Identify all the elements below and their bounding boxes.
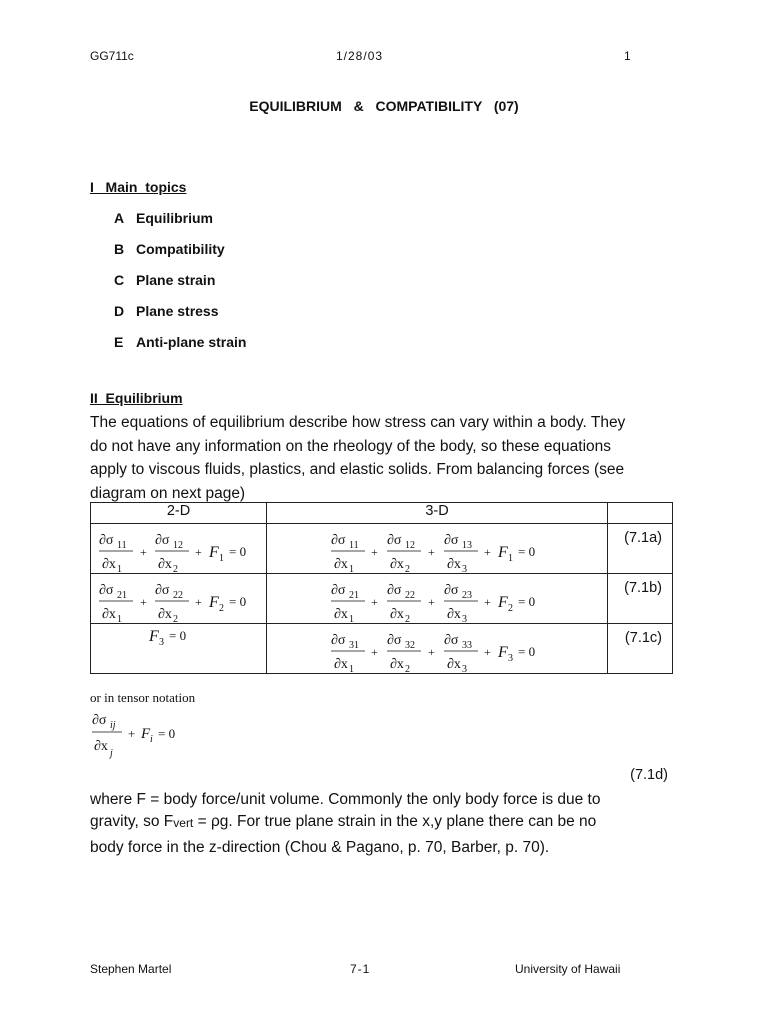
equation-number: (7.1b) <box>624 580 662 596</box>
svg-text:1: 1 <box>117 564 122 573</box>
closing-line-2-post: = ρg. For true plane strain in the x,y plane there can be no <box>193 813 597 830</box>
topic-item <box>114 210 213 226</box>
svg-text:j: j <box>110 748 113 759</box>
svg-text:∂x: ∂x <box>158 557 172 572</box>
svg-text:21: 21 <box>349 590 359 601</box>
topic-letter: E <box>114 334 124 350</box>
svg-text:+: + <box>428 645 435 659</box>
svg-text:+: + <box>428 595 435 609</box>
svg-text:∂σ: ∂σ <box>92 713 107 728</box>
svg-text:∂σ: ∂σ <box>444 633 459 648</box>
equation-number: (7.1c) <box>624 630 662 646</box>
closing-line-3: body force in the z-direction (Chou & Pagano, p. 70, Barber, p. 70). <box>90 839 550 856</box>
svg-text:+: + <box>371 645 378 659</box>
svg-text:3: 3 <box>159 637 164 648</box>
equilibrium-equations-table <box>90 502 673 674</box>
svg-text:1: 1 <box>117 614 122 623</box>
svg-text:1: 1 <box>349 614 354 623</box>
column-header-number <box>608 503 673 524</box>
column-header-2d: 2-D <box>91 503 267 524</box>
svg-text:+: + <box>128 726 136 741</box>
svg-text:∂x: ∂x <box>447 557 461 572</box>
svg-text:2: 2 <box>405 614 410 623</box>
course-code: GG711c <box>90 49 134 63</box>
svg-text:i: i <box>150 734 153 745</box>
svg-text:1: 1 <box>219 553 224 564</box>
svg-text:= 0: = 0 <box>158 726 176 741</box>
paragraph-line: do not have any information on the rheology of the body, so these equations <box>90 437 612 455</box>
svg-text:+: + <box>484 595 491 609</box>
paragraph-line: apply to viscous fluids, plastics, and elastic solids. From balancing forces (see <box>90 461 625 478</box>
closing-line-2-subscript: vert <box>173 816 194 830</box>
svg-text:22: 22 <box>405 590 415 601</box>
svg-text:+: + <box>428 545 435 559</box>
svg-text:= 0: = 0 <box>518 644 536 659</box>
equation-2d-1 <box>91 524 266 573</box>
tensor-equation <box>88 706 208 764</box>
topic-letter: A <box>114 210 125 226</box>
svg-text:∂σ: ∂σ <box>387 533 402 548</box>
svg-text:2: 2 <box>219 603 224 614</box>
svg-text:∂x: ∂x <box>334 607 348 622</box>
svg-text:F: F <box>141 726 151 742</box>
svg-text:F: F <box>209 544 219 561</box>
topic-item <box>114 241 225 257</box>
topic-item <box>114 272 215 288</box>
svg-text:F: F <box>498 644 508 661</box>
equation-2d-3 <box>91 624 266 673</box>
topic-letter: B <box>114 241 125 257</box>
svg-text:21: 21 <box>117 590 127 601</box>
svg-text:∂x: ∂x <box>390 607 404 622</box>
svg-text:∂x: ∂x <box>447 607 461 622</box>
svg-text:∂x: ∂x <box>102 607 116 622</box>
svg-text:3: 3 <box>462 564 467 573</box>
svg-text:∂σ: ∂σ <box>99 583 114 598</box>
svg-text:∂x: ∂x <box>390 657 404 672</box>
section-main-topics-heading: I Main topics <box>90 179 187 195</box>
svg-text:∂σ: ∂σ <box>387 583 402 598</box>
svg-text:∂x: ∂x <box>158 607 172 622</box>
svg-text:∂σ: ∂σ <box>155 533 170 548</box>
page-title: EQUILIBRIUM & COMPATIBILITY (07) <box>249 98 519 114</box>
svg-text:= 0: = 0 <box>169 628 187 643</box>
svg-text:∂x: ∂x <box>102 557 116 572</box>
svg-text:+: + <box>195 595 202 609</box>
svg-text:= 0: = 0 <box>229 544 247 559</box>
paragraph-line: The equations of equilibrium describe how stress can vary within a body. They <box>90 414 626 431</box>
svg-text:F: F <box>149 628 159 645</box>
svg-text:∂x: ∂x <box>334 557 348 572</box>
svg-text:1: 1 <box>349 564 354 573</box>
svg-text:2: 2 <box>508 603 513 614</box>
closing-line-2-pre: gravity, so F <box>90 813 174 830</box>
topic-letter: D <box>114 303 125 319</box>
svg-text:1: 1 <box>508 553 513 564</box>
svg-text:∂σ: ∂σ <box>444 533 459 548</box>
svg-text:+: + <box>371 545 378 559</box>
svg-text:+: + <box>140 545 147 559</box>
svg-text:11: 11 <box>349 540 359 551</box>
svg-text:∂σ: ∂σ <box>444 583 459 598</box>
svg-text:12: 12 <box>173 540 183 551</box>
topic-label: Plane stress <box>136 303 219 319</box>
svg-text:∂x: ∂x <box>334 657 348 672</box>
footer-page-label: 7-1 <box>350 962 371 976</box>
svg-text:3: 3 <box>508 653 513 664</box>
svg-text:∂σ: ∂σ <box>99 533 114 548</box>
equation-number-7-1d: (7.1d) <box>630 767 668 783</box>
svg-text:F: F <box>209 594 219 611</box>
equation-3d-1 <box>267 524 607 573</box>
topic-item <box>114 334 246 350</box>
svg-text:+: + <box>371 595 378 609</box>
svg-text:ij: ij <box>110 720 116 731</box>
svg-text:= 0: = 0 <box>518 544 536 559</box>
equation-number: (7.1a) <box>624 530 662 546</box>
svg-text:2: 2 <box>173 564 178 573</box>
equilibrium-paragraph <box>90 411 680 505</box>
header-page-number: 1 <box>624 49 631 63</box>
topic-item <box>114 303 219 319</box>
closing-line-2 <box>90 811 680 834</box>
svg-text:2: 2 <box>173 614 178 623</box>
footer-institution: University of Hawaii <box>515 962 621 976</box>
svg-text:32: 32 <box>405 640 415 651</box>
footer-author: Stephen Martel <box>90 962 172 976</box>
topic-label: Equilibrium <box>136 210 213 226</box>
svg-text:∂x: ∂x <box>447 657 461 672</box>
tensor-notation-intro: or in tensor notation <box>90 690 196 705</box>
svg-text:∂x: ∂x <box>390 557 404 572</box>
topic-letter: C <box>114 272 125 288</box>
svg-text:= 0: = 0 <box>229 594 247 609</box>
svg-text:+: + <box>484 545 491 559</box>
svg-text:3: 3 <box>462 664 467 673</box>
topic-label: Anti-plane strain <box>136 334 247 350</box>
equation-3d-2 <box>267 574 607 623</box>
svg-text:11: 11 <box>117 540 127 551</box>
header-date: 1/28/03 <box>336 49 384 63</box>
section-equilibrium-heading: II Equilibrium <box>90 390 183 406</box>
svg-text:= 0: = 0 <box>518 594 536 609</box>
column-header-3d: 3-D <box>267 503 608 524</box>
svg-text:22: 22 <box>173 590 183 601</box>
equation-3d-3 <box>267 624 607 673</box>
svg-text:23: 23 <box>462 590 472 601</box>
svg-text:∂σ: ∂σ <box>331 583 346 598</box>
svg-text:3: 3 <box>462 614 467 623</box>
closing-line-1: where F = body force/unit volume. Commonly the only body force is due to <box>90 791 601 808</box>
svg-text:+: + <box>140 595 147 609</box>
svg-text:2: 2 <box>405 664 410 673</box>
topic-label: Plane strain <box>136 272 216 288</box>
svg-text:+: + <box>195 545 202 559</box>
svg-text:13: 13 <box>462 540 472 551</box>
svg-text:∂σ: ∂σ <box>155 583 170 598</box>
svg-text:∂x: ∂x <box>94 739 108 754</box>
svg-text:∂σ: ∂σ <box>331 633 346 648</box>
svg-text:1: 1 <box>349 664 354 673</box>
svg-text:∂σ: ∂σ <box>387 633 402 648</box>
svg-text:31: 31 <box>349 640 359 651</box>
svg-text:33: 33 <box>462 640 472 651</box>
svg-text:2: 2 <box>405 564 410 573</box>
svg-text:+: + <box>484 645 491 659</box>
closing-paragraph <box>90 789 680 860</box>
svg-text:F: F <box>498 594 508 611</box>
svg-text:12: 12 <box>405 540 415 551</box>
paragraph-line: diagram on next page) <box>90 484 246 502</box>
topic-label: Compatibility <box>136 241 225 257</box>
equation-2d-2 <box>91 574 266 623</box>
svg-text:F: F <box>498 544 508 561</box>
svg-text:∂σ: ∂σ <box>331 533 346 548</box>
